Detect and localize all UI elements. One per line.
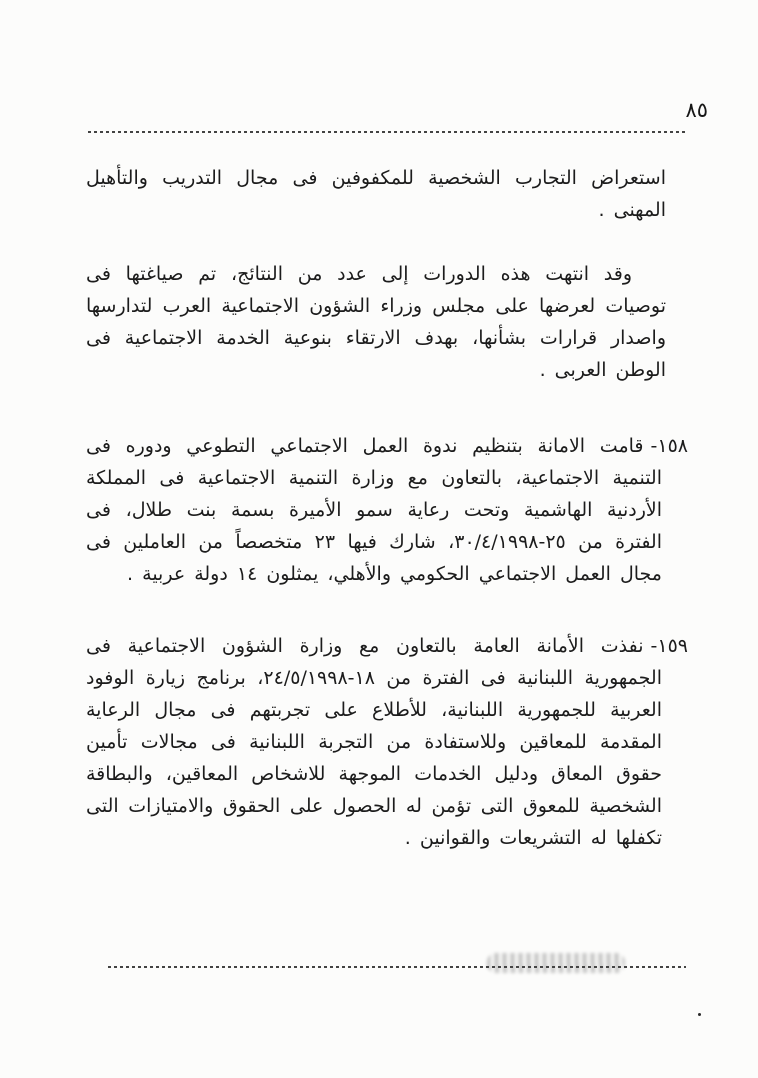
ink-bleed-smudge — [487, 953, 625, 973]
page-number: ٨٥ — [685, 98, 708, 122]
document-body — [86, 162, 688, 854]
stray-ink-dot — [698, 1013, 701, 1016]
top-divider-line — [88, 131, 688, 133]
paragraph-text: نفذت الأمانة العامة بالتعاون مع وزارة الشؤون الاجتماعية فى الجمهورية اللبنانية فى الفترة من ١٨-٢٤/٥/١٩٩٨، برنامج زيارة الوفود العربية للجمهورية اللبنانية، للأطلاع على تجربتهم فى مجال الرعاية المقدمة للمعاقين وللاستفادة من التجربة اللبنانية فى مجالات تأمين حقوق المعاق ودليل الخدمات الموجهة للاشخاص المعاقين، والبطاقة الشخصية للمعوق التى تؤمن له الحصول على الحقوق والامتيازات التى تكفلها له التشريعات والقوانين . — [86, 635, 662, 849]
paragraph-text: قامت الامانة بتنظيم ندوة العمل الاجتماعي التطوعي ودوره فى التنمية الاجتماعية، بالتعاون مع وزارة التنمية الاجتماعية فى المملكة الأردنية الهاشمية وتحت رعاية سمو الأميرة بسمة بنت طلال، فى الفترة من ٢٥-٣٠/٤/١٩٩٨، شارك فيها ٢٣ متخصصاً من العاملين فى مجال العمل الاجتماعي الحكومي والأهلي، يمثلون ١٤ دولة عربية . — [86, 435, 662, 585]
paragraph-results — [86, 258, 666, 386]
paragraph-text: استعراض التجارب الشخصية للمكفوفين فى مجال التدريب والتأهيل المهنى . — [86, 167, 666, 221]
paragraph-number: ١٥٩- — [650, 635, 688, 657]
paragraph-text: وقد انتهت هذه الدورات إلى عدد من النتائج، تم صياغتها فى توصيات لعرضها على مجلس وزراء الشؤون الاجتماعية العرب لتدارسها واصدار قرارات بشأنها، بهدف الارتقاء بنوعية الخدمة الاجتماعية فى الوطن العربى . — [86, 263, 666, 381]
paragraph-159 — [86, 630, 688, 854]
paragraph-intro — [86, 162, 666, 226]
paragraph-158 — [86, 430, 688, 590]
paragraph-number: ١٥٨- — [650, 435, 688, 457]
